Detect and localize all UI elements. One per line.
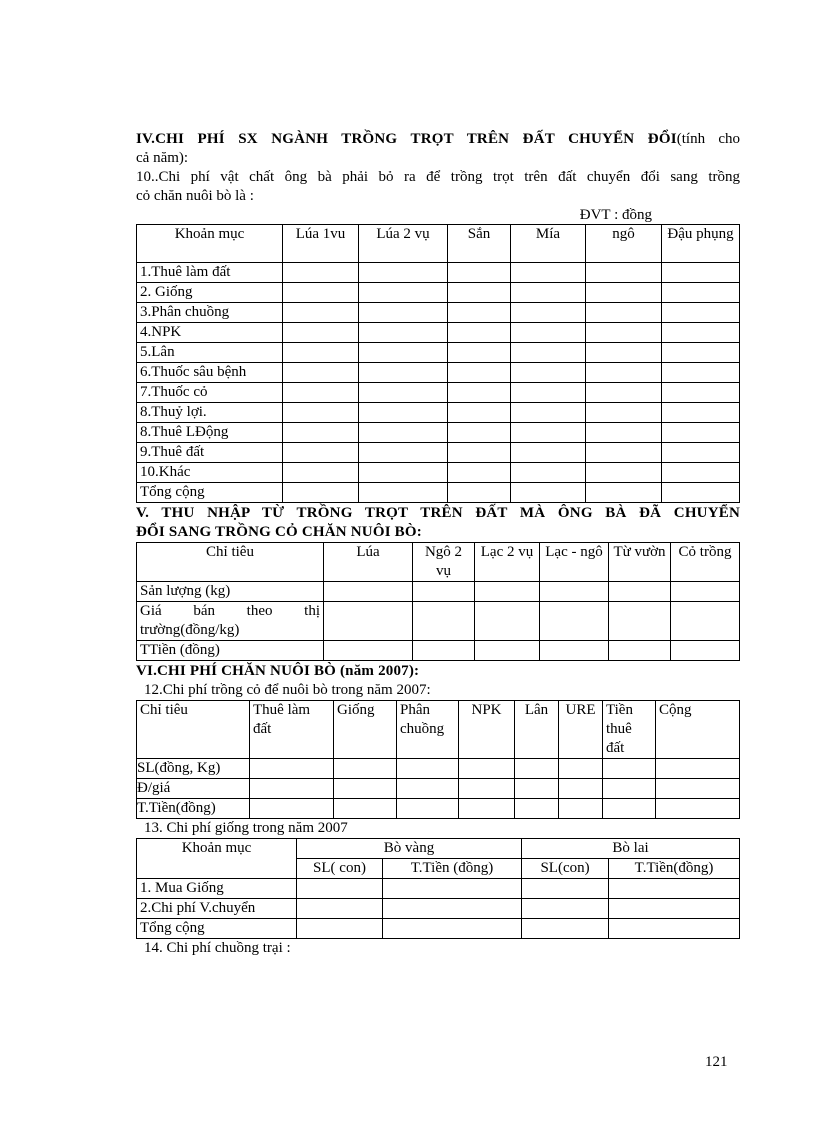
- input-cell[interactable]: [359, 383, 448, 403]
- input-cell[interactable]: [250, 759, 334, 779]
- input-cell[interactable]: [586, 323, 662, 343]
- header-cell: Khoản mục: [137, 225, 283, 263]
- input-cell[interactable]: [662, 323, 740, 343]
- input-cell[interactable]: [283, 403, 359, 423]
- document-page: [136, 130, 740, 958]
- input-cell[interactable]: [671, 602, 740, 641]
- input-cell[interactable]: [397, 779, 459, 799]
- header-cell: Tiền thuê đất: [603, 701, 656, 759]
- question14: 14. Chi phí chuồng trại :: [144, 940, 291, 956]
- input-cell[interactable]: [662, 423, 740, 443]
- input-cell[interactable]: [359, 443, 448, 463]
- input-cell[interactable]: [586, 423, 662, 443]
- input-cell[interactable]: [662, 483, 740, 503]
- input-cell[interactable]: [297, 879, 383, 899]
- section6-title: VI.CHI PHÍ CHĂN NUÔI BÒ (năm 2007):: [136, 663, 420, 679]
- input-cell[interactable]: [448, 363, 511, 383]
- table-crop-costs: [136, 224, 740, 503]
- input-cell[interactable]: [586, 343, 662, 363]
- input-cell[interactable]: [515, 779, 559, 799]
- header-cell: Mía: [511, 225, 586, 263]
- input-cell[interactable]: [671, 582, 740, 602]
- input-cell[interactable]: [586, 283, 662, 303]
- header-cell: Đậu phụng: [662, 225, 740, 263]
- table-row: [137, 919, 740, 939]
- input-cell[interactable]: [448, 463, 511, 483]
- input-cell[interactable]: [540, 582, 609, 602]
- input-cell[interactable]: [413, 602, 475, 641]
- input-cell[interactable]: [448, 343, 511, 363]
- section4-heading: IV.CHI PHÍ SX NGÀNH TRỒNG TRỌT TRÊN ĐẤT CHUYỂN ĐỔI: [136, 131, 677, 147]
- input-cell[interactable]: [662, 283, 740, 303]
- header-cell: Giống: [334, 701, 397, 759]
- input-cell[interactable]: [359, 343, 448, 363]
- header-cell: Thuê làm đất: [250, 701, 334, 759]
- input-cell[interactable]: [297, 899, 383, 919]
- table-row: [137, 641, 740, 661]
- row-label: 8.Thuỷ lợi.: [137, 403, 283, 423]
- table-header-row: [137, 839, 740, 859]
- input-cell[interactable]: [586, 403, 662, 423]
- input-cell[interactable]: [383, 919, 522, 939]
- table-row: [137, 403, 740, 423]
- input-cell[interactable]: [448, 403, 511, 423]
- input-cell[interactable]: [586, 303, 662, 323]
- table-row: [137, 879, 740, 899]
- input-cell[interactable]: [297, 919, 383, 939]
- input-cell[interactable]: [359, 283, 448, 303]
- input-cell[interactable]: [383, 879, 522, 899]
- table-row: [137, 343, 740, 363]
- header-cell: Lúa 2 vụ: [359, 225, 448, 263]
- input-cell[interactable]: [609, 919, 740, 939]
- question13: 13. Chi phí giống trong năm 2007: [144, 820, 348, 836]
- input-cell[interactable]: [511, 323, 586, 343]
- row-label: Đ/giá: [137, 779, 250, 799]
- header-cell: Lúa: [324, 543, 413, 582]
- input-cell[interactable]: [459, 779, 515, 799]
- input-cell[interactable]: [559, 799, 603, 819]
- input-cell[interactable]: [459, 799, 515, 819]
- table-grass-costs: [136, 700, 740, 819]
- row-label: 1. Mua Giống: [137, 879, 297, 899]
- row-label: 9.Thuê đất: [137, 443, 283, 463]
- input-cell[interactable]: [609, 641, 671, 661]
- table-row: [137, 443, 740, 463]
- input-cell[interactable]: [609, 899, 740, 919]
- table-row: [137, 799, 740, 819]
- input-cell[interactable]: [283, 363, 359, 383]
- input-cell[interactable]: [662, 403, 740, 423]
- input-cell[interactable]: [511, 483, 586, 503]
- table-header-row: [137, 225, 740, 263]
- input-cell[interactable]: [662, 463, 740, 483]
- input-cell[interactable]: [359, 403, 448, 423]
- input-cell[interactable]: [609, 602, 671, 641]
- row-label: 5.Lân: [137, 343, 283, 363]
- row-label: Tổng cộng: [137, 919, 297, 939]
- input-cell[interactable]: [662, 263, 740, 283]
- input-cell[interactable]: [540, 641, 609, 661]
- input-cell[interactable]: [511, 423, 586, 443]
- page-number: 121: [705, 1054, 728, 1070]
- input-cell[interactable]: [586, 383, 662, 403]
- table-row: [137, 383, 740, 403]
- section4-title-line2: cả năm):: [136, 150, 189, 166]
- table-row: [137, 483, 740, 503]
- input-cell[interactable]: [324, 582, 413, 602]
- input-cell[interactable]: [511, 363, 586, 383]
- row-label: T.Tiền(đồng): [137, 799, 250, 819]
- input-cell[interactable]: [413, 582, 475, 602]
- input-cell[interactable]: [662, 303, 740, 323]
- header-cell: SL( con): [297, 859, 383, 879]
- input-cell[interactable]: [662, 443, 740, 463]
- input-cell[interactable]: [448, 323, 511, 343]
- unit-label: ĐVT : đồng: [579, 207, 652, 223]
- input-cell[interactable]: [359, 263, 448, 283]
- input-cell[interactable]: [283, 443, 359, 463]
- header-cell: T.Tiền (đồng): [383, 859, 522, 879]
- section5-title-line1: V. THU NHẬP TỪ TRỒNG TRỌT TRÊN ĐẤT MÀ ÔNG BÀ ĐÃ CHUYỂN: [136, 505, 740, 521]
- row-label: 4.NPK: [137, 323, 283, 343]
- input-cell[interactable]: [475, 602, 540, 641]
- input-cell[interactable]: [283, 483, 359, 503]
- input-cell[interactable]: [448, 423, 511, 443]
- row-label: TTiền (đồng): [137, 641, 324, 661]
- input-cell[interactable]: [250, 779, 334, 799]
- table-breed-costs: [136, 838, 740, 939]
- header-cell: T.Tiền(đồng): [609, 859, 740, 879]
- input-cell[interactable]: [511, 343, 586, 363]
- table-header-row: [137, 701, 740, 759]
- input-cell[interactable]: [559, 779, 603, 799]
- table-row: [137, 463, 740, 483]
- header-cell: Sắn: [448, 225, 511, 263]
- question10-line1: 10..Chi phí vật chất ông bà phải bỏ ra để trồng trọt trên đất chuyển đổi sang trồng: [136, 169, 740, 185]
- input-cell[interactable]: [671, 641, 740, 661]
- header-cell: NPK: [459, 701, 515, 759]
- row-label: 1.Thuê làm đất: [137, 263, 283, 283]
- header-cell: Lạc - ngô: [540, 543, 609, 582]
- input-cell[interactable]: [656, 799, 740, 819]
- input-cell[interactable]: [448, 303, 511, 323]
- input-cell[interactable]: [603, 759, 656, 779]
- input-cell[interactable]: [397, 759, 459, 779]
- input-cell[interactable]: [511, 463, 586, 483]
- header-cell: ngô: [586, 225, 662, 263]
- table-row: [137, 779, 740, 799]
- input-cell[interactable]: [359, 363, 448, 383]
- section4-heading-suffix: (tính cho: [676, 131, 740, 147]
- input-cell[interactable]: [515, 759, 559, 779]
- header-cell: Bò vàng: [297, 839, 522, 859]
- header-cell: URE: [559, 701, 603, 759]
- input-cell[interactable]: [250, 799, 334, 819]
- header-cell: Bò lai: [522, 839, 740, 859]
- input-cell[interactable]: [334, 779, 397, 799]
- input-cell[interactable]: [359, 303, 448, 323]
- header-cell: Cộng: [656, 701, 740, 759]
- input-cell[interactable]: [559, 759, 603, 779]
- input-cell[interactable]: [283, 343, 359, 363]
- input-cell[interactable]: [586, 363, 662, 383]
- input-cell[interactable]: [475, 582, 540, 602]
- header-cell: Lúa 1vu: [283, 225, 359, 263]
- row-label: 2. Giống: [137, 283, 283, 303]
- row-label: Giá bán theo thị trường(đồng/kg): [137, 602, 324, 641]
- header-cell: Lạc 2 vụ: [475, 543, 540, 582]
- input-cell[interactable]: [283, 263, 359, 283]
- input-cell[interactable]: [656, 779, 740, 799]
- row-label: 10.Khác: [137, 463, 283, 483]
- input-cell[interactable]: [586, 443, 662, 463]
- row-label: 3.Phân chuồng: [137, 303, 283, 323]
- input-cell[interactable]: [383, 899, 522, 919]
- input-cell[interactable]: [511, 443, 586, 463]
- table-row: [137, 899, 740, 919]
- question12: 12.Chi phí trồng cỏ để nuôi bò trong năm 2007:: [144, 682, 431, 698]
- row-label: 6.Thuốc sâu bệnh: [137, 363, 283, 383]
- header-cell: Chỉ tiêu: [137, 543, 324, 582]
- table-row: [137, 423, 740, 443]
- input-cell[interactable]: [334, 799, 397, 819]
- input-cell[interactable]: [397, 799, 459, 819]
- input-cell[interactable]: [359, 323, 448, 343]
- input-cell[interactable]: [413, 641, 475, 661]
- input-cell[interactable]: [656, 759, 740, 779]
- input-cell[interactable]: [359, 423, 448, 443]
- input-cell[interactable]: [586, 483, 662, 503]
- input-cell[interactable]: [459, 759, 515, 779]
- table-row: [137, 582, 740, 602]
- table-income: [136, 542, 740, 661]
- table-header-row: [137, 543, 740, 582]
- table-row: [137, 283, 740, 303]
- input-cell[interactable]: [603, 779, 656, 799]
- input-cell[interactable]: [283, 283, 359, 303]
- input-cell[interactable]: [603, 799, 656, 819]
- input-cell[interactable]: [324, 602, 413, 641]
- table-row: [137, 759, 740, 779]
- input-cell[interactable]: [662, 383, 740, 403]
- input-cell[interactable]: [448, 283, 511, 303]
- input-cell[interactable]: [586, 263, 662, 283]
- input-cell[interactable]: [586, 463, 662, 483]
- input-cell[interactable]: [359, 483, 448, 503]
- input-cell[interactable]: [324, 641, 413, 661]
- header-cell: Lân: [515, 701, 559, 759]
- row-label: Tổng cộng: [137, 483, 283, 503]
- input-cell[interactable]: [448, 383, 511, 403]
- input-cell[interactable]: [522, 919, 609, 939]
- input-cell[interactable]: [609, 879, 740, 899]
- input-cell[interactable]: [511, 283, 586, 303]
- header-cell: Khoản mục: [137, 839, 297, 879]
- table-row: [137, 303, 740, 323]
- input-cell[interactable]: [283, 303, 359, 323]
- table-row: [137, 263, 740, 283]
- input-cell[interactable]: [515, 799, 559, 819]
- input-cell[interactable]: [448, 263, 511, 283]
- table-row: [137, 363, 740, 383]
- row-label: SL(đồng, Kg): [137, 759, 250, 779]
- input-cell[interactable]: [522, 899, 609, 919]
- input-cell[interactable]: [511, 383, 586, 403]
- table-row: [137, 323, 740, 343]
- input-cell[interactable]: [511, 303, 586, 323]
- input-cell[interactable]: [662, 343, 740, 363]
- section4-title: [136, 130, 740, 149]
- input-cell[interactable]: [359, 463, 448, 483]
- header-cell: Cỏ trồng: [671, 543, 740, 582]
- input-cell[interactable]: [511, 403, 586, 423]
- row-label: 7.Thuốc cỏ: [137, 383, 283, 403]
- table-row: [137, 602, 740, 641]
- header-cell: Ngô 2 vụ: [413, 543, 475, 582]
- input-cell[interactable]: [448, 443, 511, 463]
- input-cell[interactable]: [540, 602, 609, 641]
- input-cell[interactable]: [334, 759, 397, 779]
- section5-title-line2: ĐỔI SANG TRỒNG CỎ CHĂN NUÔI BÒ:: [136, 524, 422, 540]
- input-cell[interactable]: [448, 483, 511, 503]
- input-cell[interactable]: [475, 641, 540, 661]
- input-cell[interactable]: [662, 363, 740, 383]
- row-label: Sản lượng (kg): [137, 582, 324, 602]
- header-cell: Chỉ tiêu: [137, 701, 250, 759]
- input-cell[interactable]: [283, 423, 359, 443]
- input-cell[interactable]: [511, 263, 586, 283]
- input-cell[interactable]: [283, 323, 359, 343]
- question10-line2: cỏ chăn nuôi bò là :: [136, 188, 254, 204]
- row-label: 2.Chi phí V.chuyển: [137, 899, 297, 919]
- input-cell[interactable]: [522, 879, 609, 899]
- input-cell[interactable]: [283, 463, 359, 483]
- input-cell[interactable]: [283, 383, 359, 403]
- header-cell: Phân chuồng: [397, 701, 459, 759]
- header-cell: Từ vườn: [609, 543, 671, 582]
- header-cell: SL(con): [522, 859, 609, 879]
- row-label: 8.Thuê LĐộng: [137, 423, 283, 443]
- input-cell[interactable]: [609, 582, 671, 602]
